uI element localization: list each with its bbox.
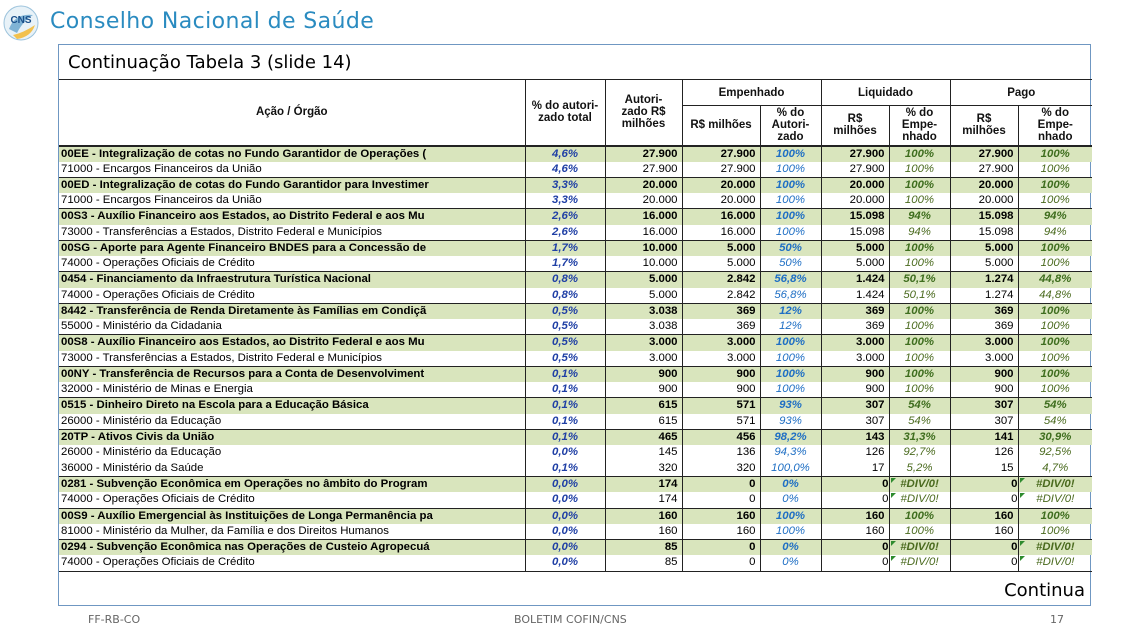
cell-name: 71000 - Encargos Financeiros da União — [59, 193, 525, 209]
cell-pct: 0,0% — [525, 445, 605, 461]
cell-liq-pct: #DIV/0! — [889, 540, 950, 556]
svg-text:CNS: CNS — [10, 15, 32, 26]
table-row — [59, 477, 1092, 493]
cell-pct: 0,1% — [525, 398, 605, 414]
cell-liq-pct: 100% — [889, 193, 950, 209]
cell-pct: 4,6% — [525, 146, 605, 162]
cell-liq-pct: 92,7% — [889, 445, 950, 461]
cell-pago: 900 — [950, 366, 1018, 382]
cell-pago: 369 — [950, 319, 1018, 335]
cell-emp: 20.000 — [682, 193, 760, 209]
cell-pago: 900 — [950, 382, 1018, 398]
cell-pct: 0,0% — [525, 524, 605, 540]
table-row — [59, 335, 1092, 351]
table-row — [59, 146, 1092, 162]
cell-pct: 0,0% — [525, 555, 605, 571]
cell-pago: 369 — [950, 303, 1018, 319]
cell-pago: 20.000 — [950, 193, 1018, 209]
cell-name: 0515 - Dinheiro Direto na Escola para a Educação Básica — [59, 398, 525, 414]
cell-aut: 27.900 — [605, 162, 682, 178]
table-row — [59, 177, 1092, 193]
cell-pago-pct: 44,8% — [1018, 272, 1092, 288]
cell-name: 73000 - Transferências a Estados, Distrito Federal e Municípios — [59, 225, 525, 241]
table-row — [59, 193, 1092, 209]
cell-emp: 2.842 — [682, 288, 760, 304]
cell-pct: 4,6% — [525, 162, 605, 178]
cell-pct: 0,5% — [525, 319, 605, 335]
cell-liq: 900 — [821, 366, 889, 382]
cell-name: 0294 - Subvenção Econômica nas Operações de Custeio Agropecuá — [59, 540, 525, 556]
cell-emp: 571 — [682, 398, 760, 414]
table-row — [59, 445, 1092, 461]
cell-pago-pct: 94% — [1018, 209, 1092, 225]
cell-aut: 160 — [605, 508, 682, 524]
cell-pago-pct: #DIV/0! — [1018, 540, 1092, 556]
cell-name: 74000 - Operações Oficiais de Crédito — [59, 492, 525, 508]
cell-pct: 0,1% — [525, 429, 605, 445]
continue-label: Continua — [1004, 580, 1085, 601]
cell-liq-pct: 31,3% — [889, 429, 950, 445]
cell-liq-pct: #DIV/0! — [889, 555, 950, 571]
cell-aut: 900 — [605, 382, 682, 398]
cell-pct: 0,0% — [525, 508, 605, 524]
cell-name: 26000 - Ministério da Educação — [59, 414, 525, 430]
cell-emp: 136 — [682, 445, 760, 461]
cell-liq: 3.000 — [821, 335, 889, 351]
table-row — [59, 524, 1092, 540]
cell-aut: 20.000 — [605, 177, 682, 193]
cell-aut: 85 — [605, 540, 682, 556]
cell-pct: 0,8% — [525, 288, 605, 304]
cell-name: 00SG - Aporte para Agente Financeiro BNDES para a Concessão de — [59, 240, 525, 256]
cell-liq-pct: 100% — [889, 508, 950, 524]
cell-pago-pct: 54% — [1018, 398, 1092, 414]
cell-pct: 2,6% — [525, 225, 605, 241]
cell-liq-pct: 100% — [889, 256, 950, 272]
table-row — [59, 272, 1092, 288]
cell-pago: 307 — [950, 398, 1018, 414]
cell-emp-pct: 100% — [760, 382, 821, 398]
header-pago-rs: R$ milhões — [950, 106, 1018, 146]
cell-emp: 27.900 — [682, 162, 760, 178]
cell-liq: 307 — [821, 414, 889, 430]
cell-emp: 0 — [682, 540, 760, 556]
cell-emp: 5.000 — [682, 240, 760, 256]
cell-emp: 456 — [682, 429, 760, 445]
header-autorizado: Autori-zado R$ milhões — [605, 80, 682, 146]
table-row — [59, 288, 1092, 304]
cell-liq: 307 — [821, 398, 889, 414]
cell-aut: 85 — [605, 555, 682, 571]
cell-pago-pct: 4,7% — [1042, 461, 1069, 474]
cell-pago: 141 — [950, 429, 1018, 445]
cns-logo-icon — [3, 3, 41, 43]
cell-emp-pct: 0% — [760, 555, 821, 571]
cell-emp: 2.842 — [682, 272, 760, 288]
cell-emp-pct: 0% — [760, 540, 821, 556]
cell-pago: 0 — [950, 555, 1018, 571]
cell-name: 20TP - Ativos Civis da União — [59, 429, 525, 445]
cell-pago-pct: 94% — [1043, 225, 1067, 238]
cell-pct: 0,5% — [525, 351, 605, 367]
cell-liq: 1.424 — [821, 288, 889, 304]
cell-liq-pct: 94% — [889, 225, 950, 241]
cell-name: 00S3 - Auxílio Financeiro aos Estados, ao Distrito Federal e aos Mu — [59, 209, 525, 225]
cell-liq: 0 — [821, 492, 889, 508]
cell-name: 71000 - Encargos Financeiros da União — [59, 162, 525, 178]
header-emp-pct: % do Autori-zado — [760, 106, 821, 146]
cell-emp: 3.000 — [682, 335, 760, 351]
table-row — [59, 256, 1092, 272]
cell-pago: 15 — [950, 461, 1018, 477]
cell-liq-pct: #DIV/0! — [889, 477, 950, 493]
cell-liq: 1.424 — [821, 272, 889, 288]
table-row — [59, 540, 1092, 556]
cell-pago-pct: 100% — [1018, 508, 1092, 524]
cell-pago-pct: 100% — [1040, 383, 1070, 396]
cell-liq-pct: 100% — [889, 162, 950, 178]
cell-name: 32000 - Ministério de Minas e Energia — [59, 382, 525, 398]
cell-pago: 1.274 — [950, 288, 1018, 304]
cell-pct: 0,1% — [525, 382, 605, 398]
cell-pago: 307 — [950, 414, 1018, 430]
cell-emp-pct: 100,0% — [760, 461, 821, 477]
cell-pct: 1,7% — [525, 256, 605, 272]
cell-emp-pct: 100% — [760, 162, 821, 178]
cell-pago: 3.000 — [950, 335, 1018, 351]
cell-emp: 900 — [682, 382, 760, 398]
cell-pct: 0,0% — [525, 477, 605, 493]
cell-pct: 0,1% — [525, 461, 605, 477]
cell-pago: 15.098 — [950, 225, 1018, 241]
cell-emp-pct: 56,8% — [760, 288, 821, 304]
cell-liq: 27.900 — [821, 162, 889, 178]
cell-name: 00S8 - Auxílio Financeiro aos Estados, ao Distrito Federal e aos Mu — [59, 335, 525, 351]
cell-emp-pct: 93% — [760, 398, 821, 414]
cell-aut: 16.000 — [605, 209, 682, 225]
cell-name: 26000 - Ministério da Educação — [59, 445, 525, 461]
table-row — [59, 351, 1092, 367]
cell-name: 74000 - Operações Oficiais de Crédito — [59, 256, 525, 272]
cell-emp: 369 — [682, 319, 760, 335]
table-row — [59, 461, 1092, 477]
cell-liq-pct: 100% — [889, 366, 950, 382]
cell-emp-pct: 98,2% — [760, 429, 821, 445]
cell-pago: 126 — [950, 445, 1018, 461]
cell-emp-pct: 100% — [760, 351, 821, 367]
cell-pago-pct: 30,9% — [1018, 429, 1092, 445]
cell-aut: 3.038 — [605, 319, 682, 335]
cell-liq-pct: 100% — [889, 303, 950, 319]
cell-pct: 0,0% — [525, 492, 605, 508]
cell-aut: 27.900 — [605, 146, 682, 162]
cell-pago: 5.000 — [950, 240, 1018, 256]
footer-page-number: 17 — [1050, 613, 1064, 626]
table-row — [59, 429, 1092, 445]
table-row — [59, 555, 1092, 571]
cell-liq-pct: 94% — [889, 209, 950, 225]
cell-liq-pct: 54% — [889, 414, 950, 430]
table-row — [59, 209, 1092, 225]
cell-aut: 5.000 — [605, 272, 682, 288]
table-row — [59, 162, 1092, 178]
cell-liq: 3.000 — [821, 351, 889, 367]
cell-pago-pct: #DIV/0! — [1018, 477, 1092, 493]
cell-aut: 320 — [605, 461, 682, 477]
cell-pct: 3,3% — [525, 193, 605, 209]
cell-pago-pct: 100% — [1040, 351, 1070, 364]
table-row — [59, 492, 1092, 508]
cell-emp: 160 — [682, 508, 760, 524]
cell-aut: 900 — [605, 366, 682, 382]
cell-pago-pct: 92,5% — [1039, 446, 1072, 459]
cell-pct: 0,8% — [525, 272, 605, 288]
cell-pct: 3,3% — [525, 177, 605, 193]
table-row — [59, 240, 1092, 256]
cell-pago: 1.274 — [950, 272, 1018, 288]
cell-emp-pct: 0% — [760, 477, 821, 493]
cell-pago: 0 — [950, 492, 1018, 508]
table-row — [59, 382, 1092, 398]
cell-liq: 20.000 — [821, 177, 889, 193]
cell-emp-pct: 100% — [760, 524, 821, 540]
cell-pct: 0,1% — [525, 414, 605, 430]
cell-name: 8442 - Transferência de Renda Diretamente às Famílias em Condiçã — [59, 303, 525, 319]
cell-pct: 0,0% — [525, 540, 605, 556]
cell-pago-pct: 100% — [1018, 366, 1092, 382]
cell-emp: 16.000 — [682, 209, 760, 225]
cell-liq: 0 — [821, 477, 889, 493]
cell-emp-pct: 100% — [760, 146, 821, 162]
cell-emp-pct: 100% — [760, 225, 821, 241]
cell-aut: 10.000 — [605, 256, 682, 272]
cell-name: 73000 - Transferências a Estados, Distrito Federal e Municípios — [59, 351, 525, 367]
cell-pago-pct: 54% — [1043, 414, 1067, 427]
cell-emp-pct: 93% — [760, 414, 821, 430]
cell-emp-pct: 50% — [760, 256, 821, 272]
cell-aut: 16.000 — [605, 225, 682, 241]
cell-liq-pct: 50,1% — [889, 288, 950, 304]
cell-liq: 20.000 — [821, 193, 889, 209]
cell-emp-pct: 12% — [760, 319, 821, 335]
cell-pct: 0,1% — [525, 366, 605, 382]
cell-pago-pct: 100% — [1040, 320, 1070, 333]
cell-liq: 0 — [821, 555, 889, 571]
header-liq-rs: R$ milhões — [821, 106, 889, 146]
cell-liq-pct: 54% — [889, 398, 950, 414]
cell-liq-pct: 5,2% — [889, 461, 950, 477]
cell-liq: 17 — [821, 461, 889, 477]
cell-aut: 145 — [605, 445, 682, 461]
cell-name: 81000 - Ministério da Mulher, da Família e dos Direitos Humanos — [59, 524, 525, 540]
footer-left: FF-RB-CO — [88, 613, 141, 626]
cell-name: 00EE - Integralização de cotas no Fundo Garantidor de Operações ( — [59, 146, 525, 162]
cell-aut: 174 — [605, 492, 682, 508]
cell-liq: 160 — [821, 524, 889, 540]
budget-table-container — [59, 79, 1092, 572]
header-emp-rs: R$ milhões — [682, 106, 760, 146]
cell-pct: 1,7% — [525, 240, 605, 256]
header-pago: Pago — [950, 80, 1092, 106]
cell-pago-pct: 100% — [1018, 303, 1092, 319]
cell-emp: 27.900 — [682, 146, 760, 162]
page-title: Conselho Nacional de Saúde — [50, 9, 375, 34]
cell-pago: 27.900 — [950, 146, 1018, 162]
cell-liq: 0 — [821, 540, 889, 556]
cell-aut: 10.000 — [605, 240, 682, 256]
table-row — [59, 508, 1092, 524]
cell-emp-pct: 94,3% — [760, 445, 821, 461]
header-liquidado: Liquidado — [821, 80, 950, 106]
table-row — [59, 414, 1092, 430]
cell-emp: 0 — [682, 477, 760, 493]
cell-pago-pct: 100% — [1018, 177, 1092, 193]
cell-aut: 3.000 — [605, 351, 682, 367]
cell-emp: 900 — [682, 366, 760, 382]
cell-liq: 5.000 — [821, 256, 889, 272]
cell-pago: 27.900 — [950, 162, 1018, 178]
cell-pago: 5.000 — [950, 256, 1018, 272]
cell-liq: 369 — [821, 319, 889, 335]
cell-emp: 0 — [682, 492, 760, 508]
cell-liq: 160 — [821, 508, 889, 524]
cell-emp-pct: 100% — [760, 209, 821, 225]
cell-pago: 0 — [950, 540, 1018, 556]
cell-pago-pct: #DIV/0! — [1018, 492, 1092, 508]
cell-name: 00NY - Transferência de Recursos para a Conta de Desenvolviment — [59, 366, 525, 382]
cell-pago: 0 — [950, 477, 1018, 493]
cell-liq-pct: 100% — [889, 146, 950, 162]
cell-pago-pct: 100% — [1018, 240, 1092, 256]
cell-liq: 27.900 — [821, 146, 889, 162]
cell-emp-pct: 0% — [760, 492, 821, 508]
cell-name: 74000 - Operações Oficiais de Crédito — [59, 288, 525, 304]
cell-aut: 160 — [605, 524, 682, 540]
cell-pago: 15.098 — [950, 209, 1018, 225]
cell-liq: 126 — [821, 445, 889, 461]
cell-name: 55000 - Ministério da Cidadania — [59, 319, 525, 335]
header-acao: Ação / Órgão — [59, 80, 525, 146]
cell-emp-pct: 12% — [760, 303, 821, 319]
cell-aut: 615 — [605, 398, 682, 414]
cell-name: 36000 - Ministério da Saúde — [59, 461, 525, 477]
cell-pago: 3.000 — [950, 351, 1018, 367]
cell-liq: 369 — [821, 303, 889, 319]
cell-aut: 3.038 — [605, 303, 682, 319]
cell-emp: 320 — [682, 461, 760, 477]
cell-emp: 0 — [682, 555, 760, 571]
cell-liq-pct: 100% — [889, 351, 950, 367]
cell-name: 0281 - Subvenção Econômica em Operações no âmbito do Program — [59, 477, 525, 493]
cell-emp-pct: 100% — [760, 366, 821, 382]
cell-liq: 5.000 — [821, 240, 889, 256]
cell-aut: 3.000 — [605, 335, 682, 351]
cell-emp-pct: 100% — [760, 193, 821, 209]
cell-emp: 3.000 — [682, 351, 760, 367]
cell-name: 74000 - Operações Oficiais de Crédito — [59, 555, 525, 571]
header-empenhado: Empenhado — [682, 80, 821, 106]
cell-liq: 15.098 — [821, 209, 889, 225]
cell-emp: 16.000 — [682, 225, 760, 241]
cell-emp-pct: 100% — [760, 508, 821, 524]
cell-liq-pct: #DIV/0! — [889, 492, 950, 508]
table-row — [59, 225, 1092, 241]
cell-pct: 0,5% — [525, 303, 605, 319]
cell-pago-pct: 44,8% — [1039, 288, 1072, 301]
table-row — [59, 366, 1092, 382]
cell-emp-pct: 100% — [760, 335, 821, 351]
cell-liq: 143 — [821, 429, 889, 445]
table-row — [59, 398, 1092, 414]
cell-liq-pct: 100% — [889, 524, 950, 540]
cell-aut: 465 — [605, 429, 682, 445]
table-row — [59, 319, 1092, 335]
cell-emp-pct: 50% — [760, 240, 821, 256]
cell-pct: 2,6% — [525, 209, 605, 225]
cell-aut: 174 — [605, 477, 682, 493]
cell-liq-pct: 100% — [889, 335, 950, 351]
cell-liq: 900 — [821, 382, 889, 398]
cell-pago-pct: 100% — [1018, 335, 1092, 351]
cell-liq-pct: 50,1% — [889, 272, 950, 288]
cell-emp: 160 — [682, 524, 760, 540]
budget-table — [59, 79, 1092, 572]
cell-name: 00S9 - Auxílio Emergencial às Instituições de Longa Permanência pa — [59, 508, 525, 524]
cell-emp: 369 — [682, 303, 760, 319]
slide-title: Continuação Tabela 3 (slide 14) — [68, 52, 352, 73]
cell-liq-pct: 100% — [889, 240, 950, 256]
cell-pago-pct: 100% — [1040, 257, 1070, 270]
cell-emp: 571 — [682, 414, 760, 430]
cell-pago: 20.000 — [950, 177, 1018, 193]
cell-aut: 5.000 — [605, 288, 682, 304]
cell-pago-pct: #DIV/0! — [1018, 555, 1092, 571]
header-pago-pct: % do Empe-nhado — [1018, 106, 1092, 146]
header-pct-autorizado: % do autori-zado total — [525, 80, 605, 146]
cell-pago-pct: 100% — [1040, 524, 1070, 537]
cell-pct: 0,5% — [525, 335, 605, 351]
cell-emp: 20.000 — [682, 177, 760, 193]
cell-emp-pct: 100% — [760, 177, 821, 193]
cell-liq-pct: 100% — [889, 382, 950, 398]
cell-aut: 615 — [605, 414, 682, 430]
cell-liq-pct: 100% — [889, 177, 950, 193]
cell-pago: 160 — [950, 524, 1018, 540]
cell-name: 00ED - Integralização de cotas do Fundo Garantidor para Investimer — [59, 177, 525, 193]
cell-pago-pct: 100% — [1018, 146, 1092, 162]
cell-pago: 160 — [950, 508, 1018, 524]
cell-emp: 5.000 — [682, 256, 760, 272]
footer-center: BOLETIM COFIN/CNS — [514, 613, 627, 626]
cell-pago-pct: 100% — [1040, 162, 1070, 175]
cell-liq: 15.098 — [821, 225, 889, 241]
cell-pago-pct: 100% — [1040, 194, 1070, 207]
header-liq-pct: % do Empe-nhado — [889, 106, 950, 146]
cell-name: 0454 - Financiamento da Infraestrutura Turística Nacional — [59, 272, 525, 288]
cell-emp-pct: 56,8% — [760, 272, 821, 288]
table-row — [59, 303, 1092, 319]
cell-liq-pct: 100% — [889, 319, 950, 335]
cell-aut: 20.000 — [605, 193, 682, 209]
